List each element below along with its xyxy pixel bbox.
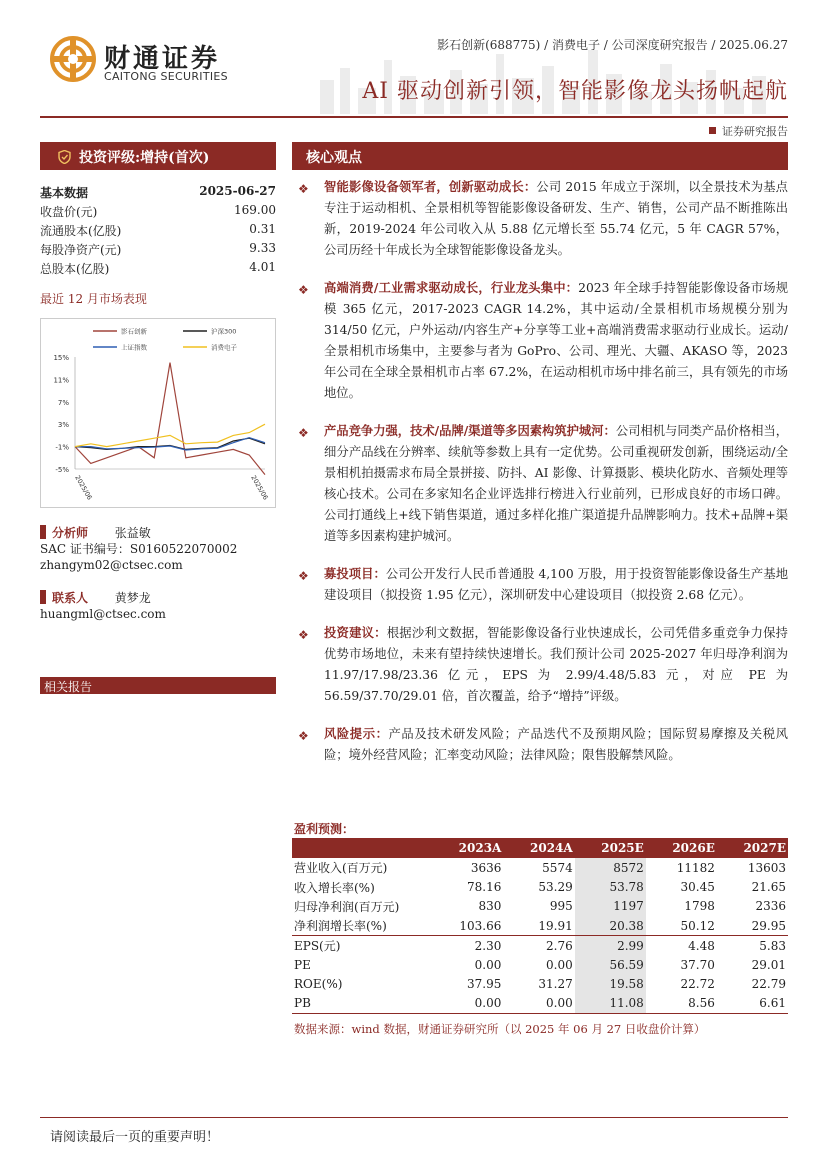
market-performance-title: 最近 12 月市场表现 bbox=[40, 292, 147, 306]
core-point bbox=[294, 176, 788, 261]
square-bullet-icon bbox=[709, 127, 716, 134]
table-cell: 995 bbox=[549, 899, 573, 914]
analyst-block bbox=[40, 525, 276, 573]
core-point-text: 公司 2015 年成立于深圳，以全景技术为基点专注于运动相机、全景相机等智能影像设备研发、生产、销售，公司产品不断推陈出新，2019-2024 年公司收入从 5.88 亿元增长至 55.74 亿元，5 年 CAGR 57%，公司历经十年成长为全球智能影像设备龙头。 bbox=[324, 180, 788, 257]
table-cell: 营业收入(百万元) bbox=[294, 861, 388, 876]
table-cell: 0.00 bbox=[546, 957, 573, 972]
diamond-bullet-icon: ❖ bbox=[298, 729, 309, 743]
table-row bbox=[292, 916, 788, 935]
table-cell: 5574 bbox=[542, 860, 573, 875]
basic-data-row bbox=[40, 203, 276, 222]
y-tick-label: -1% bbox=[55, 443, 69, 452]
table-cell: 19.58 bbox=[575, 974, 646, 993]
table-cell: PB bbox=[292, 994, 432, 1013]
report-type-label: 证券研究报告 bbox=[722, 125, 788, 138]
table-cell: 8572 bbox=[575, 858, 646, 877]
related-reports-bar: 相关报告 bbox=[40, 677, 276, 694]
table-cell: 4.48 bbox=[646, 936, 717, 955]
caitong-logo bbox=[50, 36, 250, 86]
contact-label: 联系人 bbox=[52, 591, 89, 605]
rating-label: 投资评级:增持(首次) bbox=[79, 150, 210, 166]
basic-data-row bbox=[40, 260, 276, 279]
core-point-text: 根据沙利文数据，智能影像设备行业快速成长，公司凭借多重竞争力保持优势市场地位，未来有望持续快速增长。我们预计公司 2025-2027 年归母净利润为 11.97/17.98/23.36 亿元，EPS 为 2.99/4.48/5.83 元，对应 PE 为 56.59/37.70/29.01 倍，首次覆盖，给予“增持”评级。 bbox=[324, 626, 788, 703]
chart-svg bbox=[41, 319, 277, 509]
basic-data-value: 0.31 bbox=[249, 222, 276, 236]
table-cell: 29.01 bbox=[751, 957, 786, 972]
logo-chinese-name: 财通证券 bbox=[104, 44, 221, 74]
footer-divider bbox=[40, 1117, 788, 1118]
series-line bbox=[75, 438, 265, 450]
table-cell: 收入增长率(%) bbox=[294, 880, 375, 895]
table-cell: 56.59 bbox=[575, 955, 646, 974]
report-breadcrumb: 影石创新(688775) / 消费电子 / 公司深度研究报告 / 2025.06.27 bbox=[437, 38, 788, 52]
table-cell: PE bbox=[294, 957, 311, 972]
core-point-heading: 募投项目： bbox=[324, 566, 386, 581]
table-cell: 20.38 bbox=[575, 916, 646, 935]
table-row bbox=[292, 858, 788, 877]
legend-label: 消费电子 bbox=[211, 343, 237, 352]
core-point-text: 公司相机与同类产品价格相当，细分产品线在分辨率、续航等参数上具有一定优势。公司重视研发创新，围绕运动/全景相机拍摄需求布局全景拼接、防抖、AI 影像、计算摄影、模块化防水、音频处理等核心技术。公司在多家知名企业评选排行榜进入行业前列，已形成良好的市场口碑。公司打通线上+线下销售渠道，通过多样化推广渠道提升品牌影响力。技术+品牌+渠道等多因素构建护城河。 bbox=[324, 424, 788, 543]
y-tick-label: 7% bbox=[57, 398, 69, 407]
table-cell: 19.91 bbox=[538, 918, 573, 933]
core-point-heading: 高端消费/工业需求驱动成长，行业龙头集中： bbox=[324, 280, 579, 295]
report-headline: AI 驱动创新引领，智能影像龙头扬帆起航 bbox=[362, 79, 788, 104]
table-cell: 30.45 bbox=[680, 880, 715, 895]
table-row bbox=[292, 974, 788, 993]
contact-email[interactable]: huangml@ctsec.com bbox=[40, 607, 166, 621]
table-cell: 830 bbox=[478, 899, 502, 914]
y-tick-label: 15% bbox=[53, 354, 69, 362]
diamond-bullet-icon: ❖ bbox=[298, 182, 309, 196]
y-tick-label: 11% bbox=[53, 376, 69, 385]
shield-icon bbox=[58, 150, 71, 164]
table-cell: 22.79 bbox=[751, 977, 786, 992]
basic-data-label: 总股本(亿股) bbox=[40, 262, 110, 276]
core-point bbox=[294, 420, 788, 547]
basic-data-row bbox=[40, 222, 276, 241]
core-points bbox=[294, 176, 788, 782]
table-cell: 1197 bbox=[575, 897, 646, 916]
core-point-text: 公司公开发行人民币普通股 4,100 万股，用于投资智能影像设备生产基地建设项目（拟投资 1.95 亿元），深圳研发中心建设项目（拟投资 2.68 亿元）。 bbox=[324, 567, 788, 602]
table-header-cell: 2027E bbox=[717, 838, 788, 858]
table-cell: 6.61 bbox=[717, 994, 788, 1013]
contact-block bbox=[40, 590, 276, 622]
x-tick-label: 2025/06 bbox=[249, 474, 270, 502]
table-cell: 22.72 bbox=[680, 977, 715, 992]
core-point-heading: 投资建议： bbox=[324, 625, 387, 640]
basic-data-label: 收盘价(元) bbox=[40, 205, 98, 219]
table-header-cell: 2025E bbox=[575, 838, 646, 858]
table-cell: 2.99 bbox=[575, 936, 646, 955]
analyst-label: 分析师 bbox=[52, 526, 89, 540]
basic-data-value: 4.01 bbox=[249, 260, 276, 274]
basic-data-date: 2025-06-27 bbox=[199, 184, 276, 198]
table-row bbox=[292, 994, 788, 1013]
core-point-text: 2023 年全球手持智能影像设备市场规模 365 亿元，2017-2023 CAGR 14.2%，其中运动/全景相机市场规模分别为 314/50 亿元，户外运动/内容生产+分享等工业+高端消费需求驱动行业成长。运动/全景相机市场集中，主要参与者为 GoPro、公司、理光、大疆、AKASO 等，2023 年公司在全球全景相机市占率 67.2%，在运动相机市场中排名前三，具有领先的市场地位。 bbox=[324, 281, 788, 400]
table-row bbox=[292, 877, 788, 896]
series-line bbox=[75, 424, 265, 446]
table-cell: 11182 bbox=[676, 860, 715, 875]
basic-data-panel bbox=[40, 184, 276, 279]
table-cell: 103.66 bbox=[459, 918, 502, 933]
profit-forecast-table bbox=[292, 838, 788, 1014]
core-views-bar: 核心观点 bbox=[292, 142, 788, 170]
legend-label: 影石创新 bbox=[121, 327, 147, 336]
table-header-cell: 2024A bbox=[503, 838, 574, 858]
rating-bar bbox=[40, 142, 276, 170]
core-point-text: 产品及技术研发风险；产品迭代不及预期风险；国际贸易摩擦及关税风险；境外经营风险；汇率变动风险；法律风险；限售股解禁风险。 bbox=[324, 727, 788, 762]
x-tick-label: 2025/06 bbox=[73, 474, 94, 502]
contact-marker bbox=[40, 590, 46, 604]
table-cell: ROE(%) bbox=[294, 977, 343, 992]
table-cell: 50.12 bbox=[680, 918, 715, 933]
table-cell: 归母净利润(百万元) bbox=[294, 899, 400, 914]
y-tick-label: -5% bbox=[55, 466, 69, 474]
table-header-cell: 2026E bbox=[646, 838, 717, 858]
series-line bbox=[75, 438, 265, 449]
table-cell: 31.27 bbox=[538, 977, 573, 992]
core-point bbox=[294, 723, 788, 766]
table-source-note: 数据来源：wind 数据，财通证券研究所（以 2025 年 06 月 27 日收盘价计算） bbox=[294, 1022, 706, 1036]
table-cell: 2336 bbox=[755, 899, 786, 914]
table-header-cell bbox=[292, 838, 432, 858]
core-point bbox=[294, 277, 788, 404]
report-type bbox=[709, 123, 788, 139]
table-cell: 2.76 bbox=[503, 936, 574, 955]
basic-data-title: 基本数据 bbox=[40, 186, 89, 200]
table-cell: 37.70 bbox=[680, 957, 715, 972]
basic-data-value: 9.33 bbox=[249, 241, 276, 255]
table-cell: 37.95 bbox=[467, 977, 502, 992]
table-cell: 2.30 bbox=[432, 936, 503, 955]
footer-disclaimer-note: 请阅读最后一页的重要声明！ bbox=[50, 1130, 220, 1145]
table-row bbox=[292, 897, 788, 916]
table-cell: 11.08 bbox=[575, 994, 646, 1013]
table-row bbox=[292, 955, 788, 974]
diamond-bullet-icon: ❖ bbox=[298, 569, 309, 583]
basic-data-value: 169.00 bbox=[234, 203, 276, 217]
core-point-heading: 智能影像设备领军者，创新驱动成长： bbox=[324, 179, 537, 194]
table-cell: 8.56 bbox=[646, 994, 717, 1013]
table-cell: 78.16 bbox=[467, 880, 502, 895]
table-cell: 0.00 bbox=[503, 994, 574, 1013]
core-point-heading: 产品竞争力强，技术/品牌/渠道等多因素构筑护城河： bbox=[324, 423, 616, 438]
market-performance-chart bbox=[40, 318, 276, 508]
analyst-sac: SAC 证书编号：S0160522070002 bbox=[40, 542, 238, 556]
table-cell: 29.95 bbox=[751, 918, 786, 933]
core-point bbox=[294, 622, 788, 707]
table-cell: 0.00 bbox=[474, 957, 502, 972]
table-cell: 5.83 bbox=[717, 936, 788, 955]
legend-label: 沪深300 bbox=[211, 327, 237, 336]
table-cell: 13603 bbox=[747, 860, 786, 875]
table-cell: 1798 bbox=[684, 899, 715, 914]
y-tick-label: 3% bbox=[57, 421, 69, 430]
table-cell: EPS(元) bbox=[292, 936, 432, 955]
diamond-bullet-icon: ❖ bbox=[298, 283, 309, 297]
core-point bbox=[294, 563, 788, 606]
basic-data-label: 流通股本(亿股) bbox=[40, 224, 122, 238]
analyst-name: 张益敏 bbox=[114, 526, 151, 540]
basic-data-row bbox=[40, 241, 276, 260]
table-header-row bbox=[292, 838, 788, 858]
table-cell: 净利润增长率(%) bbox=[294, 919, 387, 934]
basic-data-label: 每股净资产(元) bbox=[40, 243, 122, 257]
basic-data-header bbox=[40, 184, 276, 203]
contact-name: 黄梦龙 bbox=[114, 591, 151, 605]
core-point-heading: 风险提示： bbox=[324, 726, 389, 741]
diamond-bullet-icon: ❖ bbox=[298, 426, 309, 440]
analyst-email[interactable]: zhangym02@ctsec.com bbox=[40, 558, 183, 572]
analyst-marker bbox=[40, 525, 46, 539]
caitong-logo-icon bbox=[50, 36, 96, 82]
table-cell: 53.78 bbox=[575, 877, 646, 896]
series-line bbox=[75, 363, 265, 475]
legend-label: 上证指数 bbox=[121, 343, 147, 352]
table-cell: 21.65 bbox=[751, 880, 786, 895]
profit-forecast-title: 盈利预测： bbox=[294, 822, 355, 836]
table-cell: 0.00 bbox=[432, 994, 503, 1013]
diamond-bullet-icon: ❖ bbox=[298, 628, 309, 642]
logo-english-name: CAITONG SECURITIES bbox=[104, 70, 228, 83]
header-divider bbox=[40, 116, 788, 118]
basic-data-rows bbox=[40, 203, 276, 279]
table-cell: 3636 bbox=[470, 860, 502, 875]
table-header-cell: 2023A bbox=[432, 838, 503, 858]
table-cell: 53.29 bbox=[538, 880, 573, 895]
table-row bbox=[292, 936, 788, 955]
